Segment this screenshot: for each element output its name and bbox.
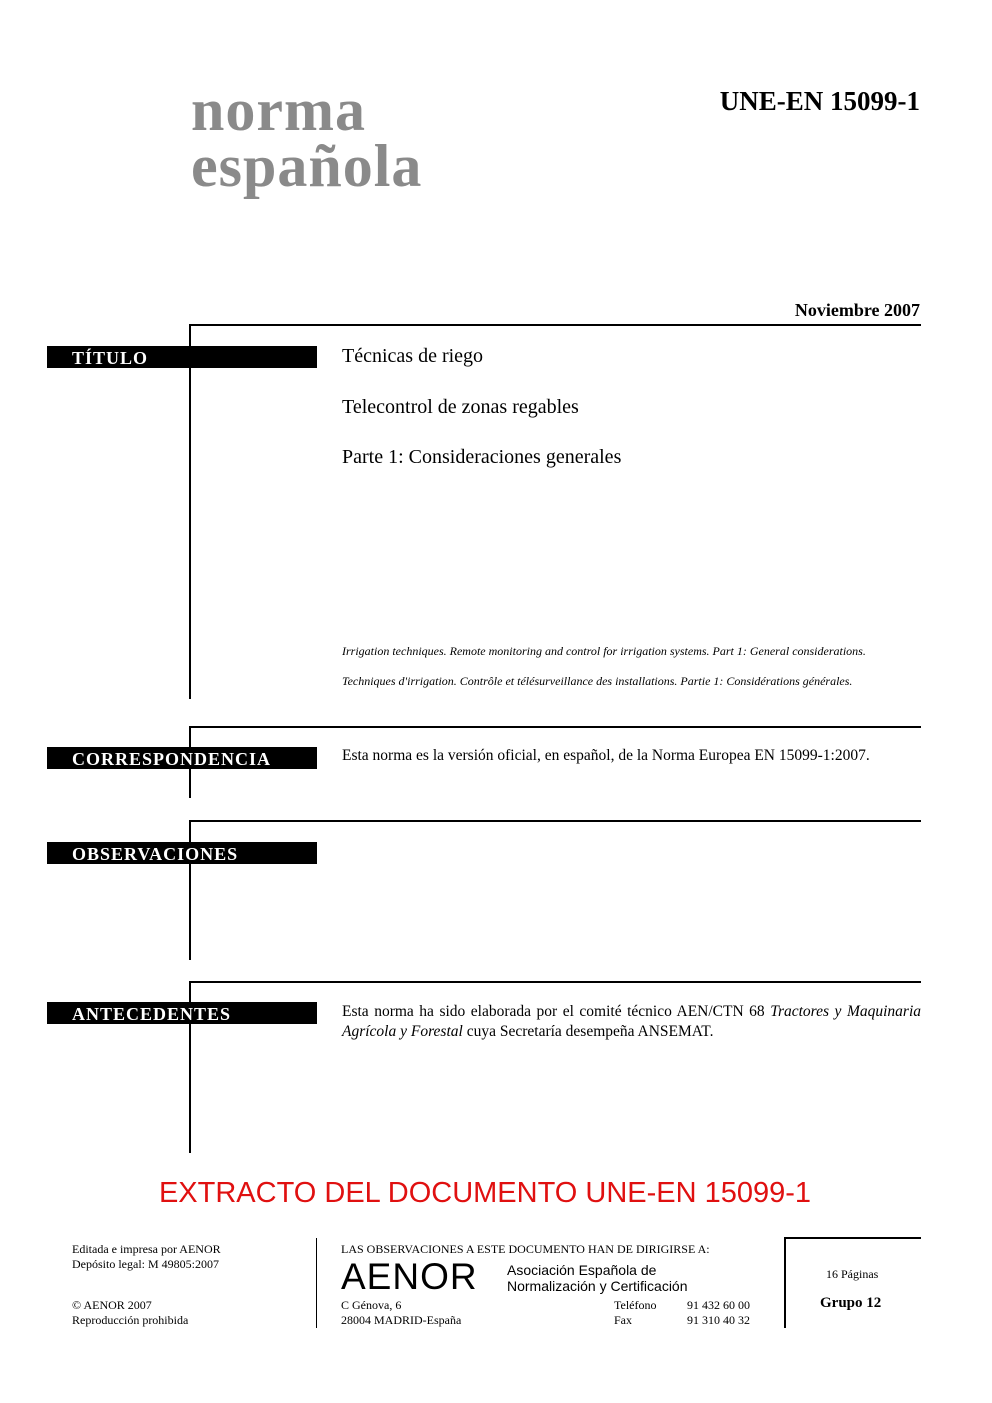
title-line-2: Telecontrol de zonas regables bbox=[342, 396, 579, 418]
title-line-3: Parte 1: Consideraciones generales bbox=[342, 446, 622, 468]
antecedentes-text-end: cuya Secretaría desempeña ANSEMAT. bbox=[462, 1023, 714, 1040]
section-divider bbox=[189, 820, 921, 822]
footer-divider bbox=[316, 1238, 317, 1328]
correspondencia-text: Esta norma es la versión oficial, en español, de la Norma Europea EN 15099-1:2007. bbox=[342, 747, 870, 764]
footer-publisher bbox=[72, 1242, 221, 1272]
footer-rights bbox=[72, 1298, 188, 1328]
observaciones-label: OBSERVACIONES bbox=[47, 842, 317, 864]
antecedentes-text bbox=[342, 1002, 921, 1042]
footer-address bbox=[341, 1298, 461, 1328]
page-count: 16 Páginas bbox=[826, 1267, 879, 1281]
footer-street: C Génova, 6 bbox=[341, 1298, 402, 1312]
footer-contact-values bbox=[687, 1298, 750, 1328]
footer-city: 28004 MADRID-España bbox=[341, 1313, 462, 1327]
extract-notice: EXTRACTO DEL DOCUMENTO UNE-EN 15099-1 bbox=[158, 1177, 812, 1209]
pages-box-side bbox=[784, 1237, 786, 1328]
committee-name: Tractores y Maquinaria Agrícola y Forestal bbox=[342, 1003, 921, 1040]
section-divider bbox=[189, 324, 921, 326]
fax-number: 91 310 40 32 bbox=[687, 1313, 750, 1327]
footer-copyright: © AENOR 2007 bbox=[72, 1298, 152, 1312]
aenor-association bbox=[507, 1262, 688, 1294]
title-line-1: Técnicas de riego bbox=[342, 345, 484, 367]
section-divider bbox=[189, 726, 921, 728]
brand-line-1: norma bbox=[191, 77, 366, 143]
brand-title bbox=[191, 77, 423, 199]
footer-reproduction: Reproducción prohibida bbox=[72, 1313, 189, 1327]
footer-deposit: Depósito legal: M 49805:2007 bbox=[72, 1257, 219, 1271]
antecedentes-text-start: Esta norma ha sido elaborada por el comité técnico AEN/CTN 68 bbox=[342, 1003, 771, 1020]
phone-number: 91 432 60 00 bbox=[687, 1298, 750, 1312]
correspondencia-label: CORRESPONDENCIA bbox=[47, 747, 317, 769]
aenor-association-line-2: Normalización y Certificación bbox=[507, 1278, 688, 1294]
publication-date: Noviembre 2007 bbox=[794, 300, 920, 320]
english-title: Irrigation techniques. Remote monitoring and control for irrigation systems. Part 1: General considerations. bbox=[342, 644, 866, 658]
phone-label: Teléfono bbox=[614, 1298, 657, 1312]
aenor-logo: AENOR bbox=[341, 1256, 478, 1297]
french-title: Techniques d'irrigation. Contrôle et télésurveillance des installations. Partie 1: Considérations générales. bbox=[342, 674, 853, 688]
footer-edited: Editada e impresa por AENOR bbox=[72, 1242, 221, 1256]
section-rule bbox=[189, 324, 191, 699]
footer-contact-labels bbox=[614, 1298, 656, 1328]
brand-line-2: española bbox=[191, 133, 423, 199]
section-divider bbox=[189, 981, 921, 983]
aenor-association-line-1: Asociación Española de bbox=[507, 1262, 657, 1278]
fax-label: Fax bbox=[614, 1313, 632, 1327]
price-group: Grupo 12 bbox=[820, 1295, 882, 1311]
footer-observations: LAS OBSERVACIONES A ESTE DOCUMENTO HAN DE DIRIGIRSE A: bbox=[341, 1242, 710, 1256]
antecedentes-label: ANTECEDENTES bbox=[47, 1002, 317, 1024]
section-rule bbox=[189, 820, 191, 960]
standard-code: UNE-EN 15099-1 bbox=[719, 86, 920, 116]
titulo-label: TÍTULO bbox=[47, 346, 317, 368]
pages-box-top bbox=[784, 1237, 921, 1239]
